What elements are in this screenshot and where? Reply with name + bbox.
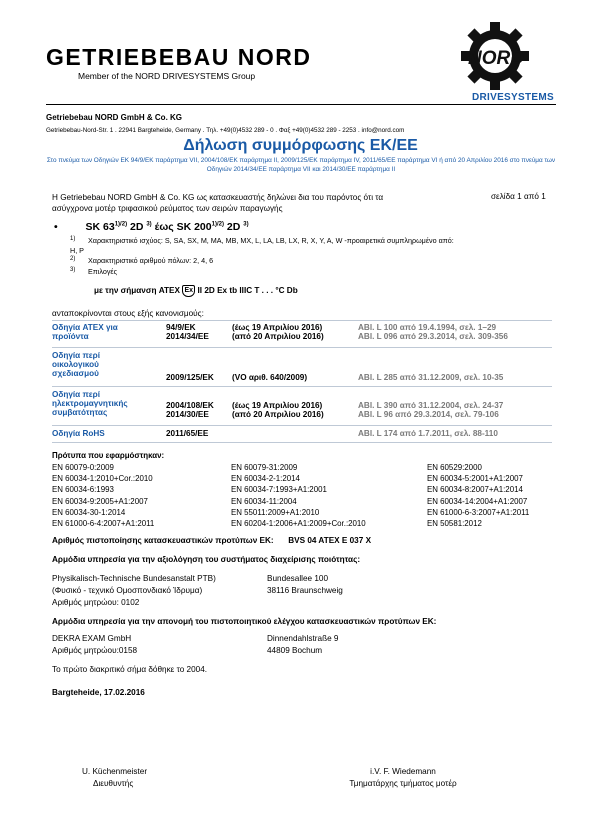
directive-name: συμβατότητας bbox=[52, 408, 108, 417]
table-divider bbox=[52, 386, 552, 387]
standard-item: EN 60079-0:2009 bbox=[52, 463, 114, 472]
series-variant: 2D bbox=[223, 221, 244, 233]
directive-code: 2004/108/EK bbox=[166, 401, 214, 410]
directive-code: 2014/34/EE bbox=[166, 332, 209, 341]
footnote-number: 1) bbox=[70, 236, 76, 242]
authority-2-address bbox=[267, 633, 338, 657]
directive-ecodesign-code: 2009/125/EK bbox=[166, 373, 214, 382]
authority-city: 44809 Bochum bbox=[267, 646, 323, 655]
table-divider bbox=[52, 425, 552, 426]
standard-item: EN 60034-7:1993+A1:2001 bbox=[231, 485, 327, 495]
directive-rohs-ref: ABl. L 174 από 1.7.2011, σελ. 88-110 bbox=[358, 429, 498, 438]
standard-item: EN 60034-1:2010+Cor.:2010 bbox=[52, 474, 153, 484]
company-address: Getriebebau-Nord-Str. 1 . 22941 Bargteheide, Germany . Τηλ. +49(0)4532 289 - 0 . Φαξ +49(0)4532 289 - 2253 . info@nord.com bbox=[46, 127, 405, 134]
signatory-role: Διευθυντής bbox=[93, 779, 134, 788]
authority-2-heading: Αρμόδια υπηρεσία για την απονομή του πιστοποιητικού ελέγχου κατασκευαστικών προτύπων ΕΚ: bbox=[52, 617, 437, 626]
logo-text: NORD bbox=[468, 48, 524, 69]
intro-text bbox=[52, 192, 383, 214]
sup: 2) bbox=[218, 221, 224, 228]
directive-ecodesign bbox=[52, 351, 100, 378]
directive-code: 2014/30/EE bbox=[166, 410, 209, 419]
standards-heading: Πρότυπα που εφαρμόστηκαν: bbox=[52, 451, 165, 460]
directive-atex bbox=[52, 323, 118, 341]
directive-atex-notes bbox=[232, 323, 324, 341]
table-divider bbox=[52, 320, 552, 321]
nord-gear-logo-icon bbox=[455, 22, 535, 97]
intro-line-2: ασύγχρονα μοτέρ τριφασικού ρεύματος των σειρών παραγωγής bbox=[52, 204, 283, 213]
directive-name: Οδηγία περί bbox=[52, 351, 100, 360]
standards-column-3 bbox=[427, 462, 529, 529]
directive-name: Οδηγία ATEX για bbox=[52, 323, 118, 332]
authority-registration: Αριθμός μητρώου: 0102 bbox=[52, 598, 140, 607]
authority-street: Dinnendahlstraße 9 bbox=[267, 634, 339, 643]
directive-atex-refs bbox=[358, 323, 508, 341]
authority-name: DEKRA EXAM GmbH bbox=[52, 634, 132, 643]
directive-ref: ABl. L 390 από 31.12.2004, σελ. 24-37 bbox=[358, 401, 504, 410]
standard-item: EN 60034-6:1993 bbox=[52, 485, 114, 495]
standard-item: EN 60034-14:2004+A1:2007 bbox=[427, 496, 528, 506]
atex-prefix: με την σήμανση ATEX bbox=[94, 286, 180, 296]
drivesystems-label: DRIVESYSTEMS bbox=[472, 92, 554, 103]
footnote-number: 3) bbox=[70, 267, 76, 273]
member-line: Member of the NORD DRIVESYSTEMS Group bbox=[78, 71, 256, 81]
sup: 2) bbox=[121, 221, 128, 228]
authority-2-details bbox=[52, 633, 137, 657]
footnote-text: Χαρακτηριστικό ισχύος: S, SA, SX, M, MA, MB, MX, L, LA, LB, LX, R, X, Y, A, W -προαιρετικά συμπληρωμένο από: bbox=[88, 236, 454, 245]
standard-item: EN 60204-1:2006+A1:2009+Cor.:2010 bbox=[231, 519, 366, 529]
standard-item: EN 60034-2-1:2014 bbox=[231, 474, 300, 484]
directive-name: προϊόντα bbox=[52, 332, 89, 341]
series-range-word: έως bbox=[151, 221, 177, 233]
series-end: SK 200 bbox=[176, 221, 212, 233]
directive-note: (από 20 Απριλίου 2016) bbox=[232, 332, 324, 341]
standards-column-2 bbox=[231, 462, 366, 529]
sup: 3) bbox=[243, 221, 249, 228]
footnote-3 bbox=[70, 267, 117, 276]
standard-item: EN 60034-8:2007+A1:2014 bbox=[427, 485, 523, 495]
certificate-number: BVS 04 ATEX E 037 X bbox=[288, 536, 372, 545]
directive-code: 94/9/EK bbox=[166, 323, 196, 332]
atex-code: II 2D Ex tb IIIC T . . . °C Db bbox=[197, 286, 298, 296]
certificate-label: Αριθμός πιστοποίησης κατασκευαστικών προτύπων ΕΚ: bbox=[52, 536, 274, 545]
directive-ref: ABl. L 96 από 29.3.2014, σελ. 79-106 bbox=[358, 410, 499, 419]
standard-item: EN 61000-6-3:2007+A1:2011 bbox=[427, 507, 530, 517]
directive-emc bbox=[52, 390, 128, 417]
directive-rohs-code: 2011/65/EE bbox=[166, 429, 209, 438]
directive-note: (έως 19 Απριλίου 2016) bbox=[232, 401, 323, 410]
directive-name: ηλεκτρομαγνητικής bbox=[52, 399, 128, 408]
header-divider bbox=[46, 104, 556, 105]
directive-ecodesign-note: (VO αριθ. 640/2009) bbox=[232, 373, 308, 382]
footnote-text: H, P bbox=[70, 246, 84, 255]
footnote-text: Επιλογές bbox=[88, 267, 118, 276]
standard-item: EN 60529:2000 bbox=[427, 463, 482, 472]
standard-item: EN 60034-9:2005+A1:2007 bbox=[52, 496, 148, 506]
corresponds-line: ανταποκρίνονται στους εξής κανονισμούς: bbox=[52, 309, 204, 318]
ex-hexagon-icon: Ex bbox=[182, 285, 195, 297]
directive-name: σχεδιασμού bbox=[52, 369, 99, 378]
directive-note: (έως 19 Απριλίου 2016) bbox=[232, 323, 323, 332]
standard-item: EN 61000-6-4:2007+A1:2011 bbox=[52, 519, 155, 529]
standard-item: EN 60034-5:2001+A1:2007 bbox=[427, 474, 523, 484]
directive-note: (από 20 Απριλίου 2016) bbox=[232, 410, 324, 419]
footnote-2 bbox=[70, 256, 213, 265]
certificate-line bbox=[52, 536, 371, 545]
table-divider bbox=[52, 347, 552, 348]
page-number: σελίδα 1 από 1 bbox=[491, 192, 546, 201]
table-divider bbox=[52, 442, 552, 443]
authority-name: Physikalisch-Technische Bundesanstalt PTB) bbox=[52, 574, 216, 583]
sup: 1)/ bbox=[211, 221, 219, 228]
standards-column-1 bbox=[52, 462, 154, 529]
standard-item: EN 60034-11:2004 bbox=[231, 496, 297, 506]
authority-city: 38116 Braunschweig bbox=[267, 586, 343, 595]
signatory-name: U. Küchenmeister bbox=[82, 767, 148, 776]
directive-emc-codes bbox=[166, 401, 214, 419]
company-name: Getriebebau NORD GmbH & Co. KG bbox=[46, 113, 183, 122]
directive-name: οικολογικού bbox=[52, 360, 99, 369]
authority-registration: Αριθμός μητρώου:0158 bbox=[52, 646, 138, 655]
atex-marking bbox=[94, 285, 298, 297]
standard-item: EN 55011:2009+A1:2010 bbox=[231, 507, 320, 517]
directive-emc-refs bbox=[358, 401, 503, 419]
series-variant: 2D bbox=[127, 221, 147, 233]
product-series bbox=[54, 221, 249, 233]
sup: 3) bbox=[146, 221, 152, 228]
directive-atex-codes bbox=[166, 323, 209, 341]
signature-left bbox=[82, 766, 147, 790]
signatory-role: Τμηματάρχης τμήματος μοτέρ bbox=[349, 779, 457, 788]
directive-ecodesign-ref: ABl. L 285 από 31.12.2009, σελ. 10-35 bbox=[358, 373, 504, 382]
first-mark-line: Το πρώτο διακριτικό σήμα δόθηκε το 2004. bbox=[52, 665, 208, 674]
footnote-1 bbox=[70, 236, 454, 245]
sup: 1)/ bbox=[114, 221, 122, 228]
authority-1-heading: Αρμόδια υπηρεσία για την αξιολόγηση του συστήματος διαχείρισης ποιότητας: bbox=[52, 555, 361, 564]
document-title: Δήλωση συμμόρφωσης ΕΚ/ΕΕ bbox=[183, 137, 418, 154]
authority-1-details bbox=[52, 573, 216, 609]
signature-right bbox=[313, 766, 493, 790]
directive-ref: ABl. L 096 από 29.3.2014, σελ. 309-356 bbox=[358, 332, 508, 341]
footnote-number: 2) bbox=[70, 256, 76, 262]
brand-name: GETRIEBEBAU NORD bbox=[46, 44, 312, 70]
document-subtitle: Στο πνεύμα των Οδηγιών ΕΚ 94/9/ΕΚ παράρτημα VII, 2004/108/ΕΚ παράρτημα II, 2009/125/ΕΚ παράρτημα IV, 2011/65/ΕΕ παράρτημα VI ή από 20 Απριλίου 2016 στο πνεύμα των Οδηγιών 2014/34/ΕΕ παράρτημα VII και 2014/30/ΕΕ παράρτημα II bbox=[46, 157, 556, 173]
intro-line-1: Η Getriebebau NORD GmbH & Co. KG ως κατασκευαστής δηλώνει δια του παρόντος ότι τα bbox=[52, 193, 384, 202]
place-date: Bargteheide, 17.02.2016 bbox=[52, 688, 145, 697]
bullet: • bbox=[54, 221, 58, 233]
standard-item: EN 50581:2012 bbox=[427, 519, 482, 529]
standard-item: EN 60034-30-1:2014 bbox=[52, 507, 126, 517]
authority-1-address bbox=[267, 573, 343, 597]
directive-name: Οδηγία περί bbox=[52, 390, 100, 399]
authority-street: Bundesallee 100 bbox=[267, 574, 329, 583]
directive-ref: ABl. L 100 από 19.4.1994, σελ. 1–29 bbox=[358, 323, 497, 332]
signatory-name: i.V. F. Wiedemann bbox=[370, 767, 436, 776]
directive-emc-notes bbox=[232, 401, 324, 419]
standard-item: EN 60079-31:2009 bbox=[231, 463, 298, 472]
footnote-1-continued bbox=[70, 246, 84, 255]
footnote-text: Χαρακτηριστικό αριθμού πόλων: 2, 4, 6 bbox=[88, 256, 214, 265]
authority-name-greek: (Φυσικό - τεχνικό Ομοσπονδιακό Ίδρυμα) bbox=[52, 586, 203, 595]
series-start: SK 63 bbox=[85, 221, 115, 233]
directive-rohs-name: Οδηγία RoHS bbox=[52, 429, 105, 438]
